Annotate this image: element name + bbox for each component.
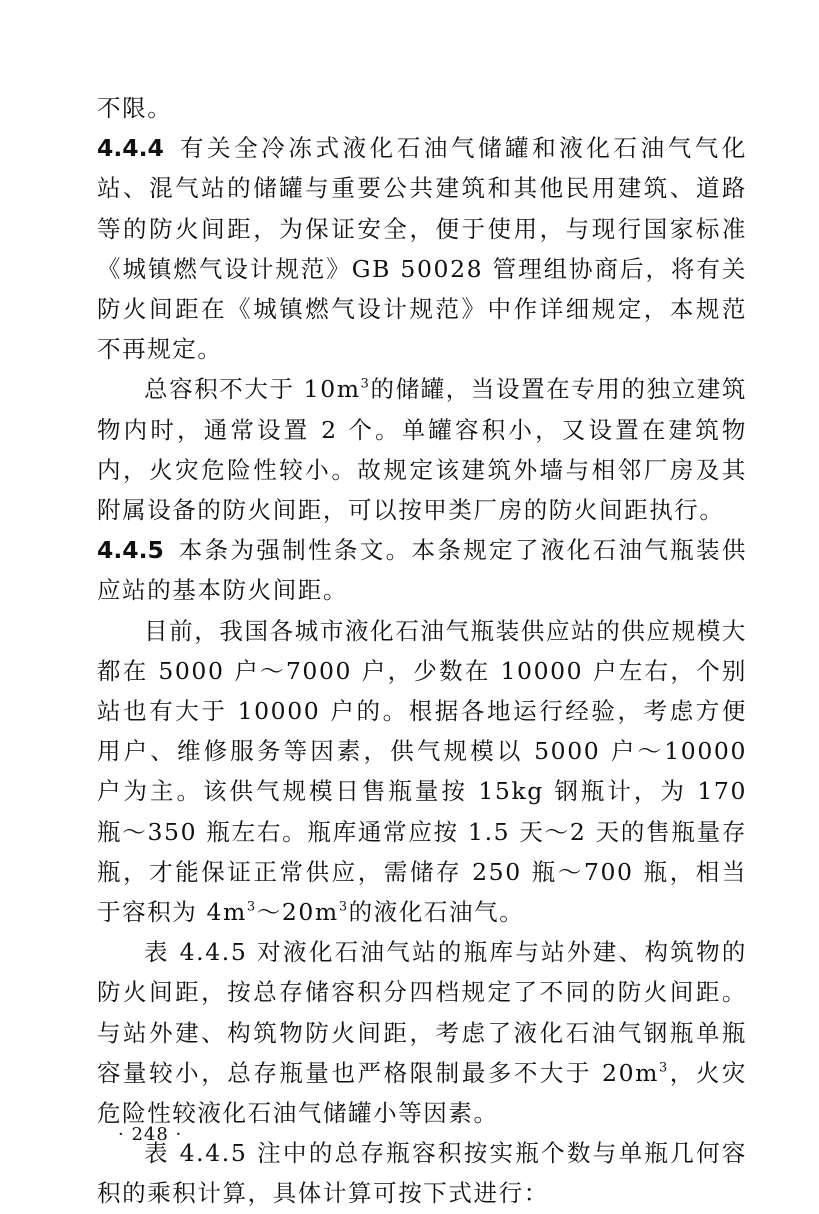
paragraph-clause-4-4-4: 4.4.4 有关全冷冻式液化石油气储罐和液化石油气气化站、混气站的储罐与重要公共建筑和其他民用建筑、道路等的防火间距，为保证安全，便于使用，与现行国家标准《城镇燃气设计规范》GB 50028 管理组协商后，将有关防火间距在《城镇燃气设计规范》中作详细规定，本规范不再规定。 bbox=[97, 134, 747, 364]
paragraph-supply-scale: 目前，我国各城市液化石油气瓶装供应站的供应规模大都在 5000 户～7000 户，少数在 10000 户左右，个别站也有大于 10000 户的。根据各地运行经验，考虑方便用户、维修服务等因素，供气规模以 5000 户～10000 户为主。该供气规模日售瓶量按 15kg 钢瓶计，为 170 瓶～350 瓶左右。瓶库通常应按 1.5 天～2 天的售瓶量存瓶，才能保证正常供应，需储存 250 瓶～700 瓶，相当于容积为 $4m^3\sim 20m^3$的液化石油气。 bbox=[97, 616, 747, 927]
paragraph-clause-4-4-5: 4.4.5 本条为强制性条文。本条规定了液化石油气瓶装供应站的基本防火间距。 bbox=[97, 536, 747, 605]
paragraph-small-tank: 总容积不大于 $10m^3$的储罐，当设置在专用的独立建筑物内时，通常设置 2 个。单罐容积小，又设置在建筑物内，火灾危险性较小。故规定该建筑外墙与相邻厂房及其附属设备的防火间距，可以按甲类厂房的防火间距执行。 bbox=[97, 375, 748, 525]
superscript: 3 bbox=[338, 899, 349, 915]
superscript: 3 bbox=[659, 1060, 669, 1076]
page-number: · 248 · bbox=[118, 1124, 183, 1145]
clause-number: 4.4.4 bbox=[97, 134, 164, 163]
paragraph-table-note: 表 4.4.5 注中的总存瓶容积按实瓶个数与单瓶几何容积的乘积计算，具体计算可按下式进行： bbox=[97, 1139, 747, 1208]
paragraph-continuation: 不限。 bbox=[97, 94, 173, 122]
superscript: 3 bbox=[360, 376, 371, 392]
paragraph-table-4-4-5: 表 4.4.5 对液化石油气站的瓶库与站外建、构筑物的防火间距，按总存储容积分四档规定了不同的防火间距。与站外建、构筑物防火间距，考虑了液化石油气钢瓶单瓶容量较小，总存瓶量也严格限制最多不大于 $20m^3$，火灾危险性较液化石油气储罐小等因素。 bbox=[97, 938, 747, 1128]
superscript: 3 bbox=[246, 899, 257, 915]
clause-number: 4.4.5 bbox=[97, 536, 164, 565]
body-text bbox=[97, 88, 747, 1214]
